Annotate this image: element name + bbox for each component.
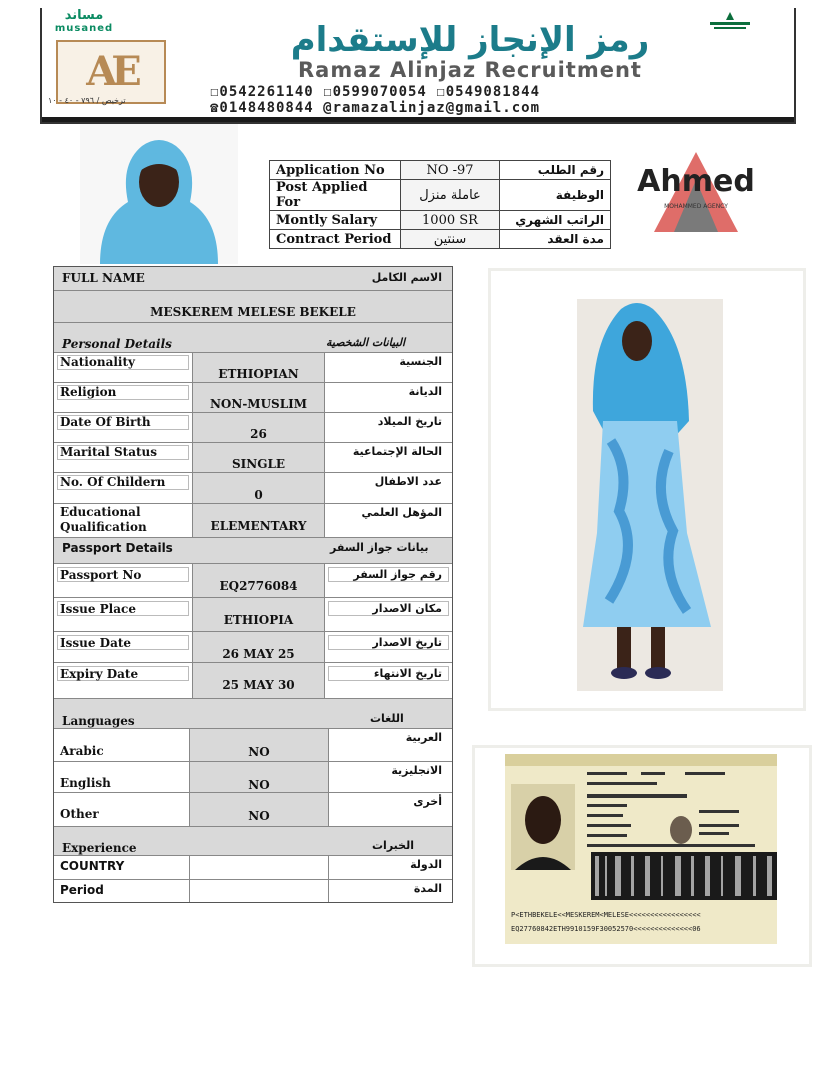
issue-place-row <box>54 598 452 632</box>
app-label: Montly Salary <box>270 211 401 230</box>
expiry-date-row <box>54 663 452 699</box>
app-value: عاملة منزل <box>401 180 500 211</box>
application-table <box>269 160 611 249</box>
language-row-english <box>54 762 452 793</box>
table-row <box>270 161 611 180</box>
passport-no-row <box>54 564 452 598</box>
passport-details-title: Passport Details <box>62 541 173 555</box>
table-row <box>270 211 611 230</box>
languages-header <box>54 699 452 729</box>
agency-name: Ahmed <box>637 164 755 199</box>
experience-row-period <box>54 880 452 902</box>
mrz-line-1: P<ETHBEKELE<<MESKEREM<MELESE<<<<<<<<<<<<<<<<< <box>511 911 701 919</box>
app-label: Application No <box>270 161 401 180</box>
field-label-ar: تاريخ الانتهاء <box>373 667 442 680</box>
passport-details-title-ar: بيانات جواز السفر <box>330 541 429 554</box>
field-value: 26 <box>250 427 267 441</box>
languages-title: Languages <box>62 714 135 728</box>
musaned-en: musaned <box>54 23 114 34</box>
full-name-label: FULL NAME <box>62 271 145 285</box>
field-value: NON-MUSLIM <box>209 397 308 411</box>
passport-scan <box>472 745 812 967</box>
field-label-ar: الدولة <box>410 858 442 871</box>
language-row-other <box>54 793 452 827</box>
field-label: English <box>60 776 111 790</box>
personal-details-title: Personal Details <box>62 337 172 351</box>
license-number: ترخيص / ٧٩٦ - ٤٠ - ١٠ <box>48 96 126 105</box>
field-value: ETHIOPIAN <box>218 367 299 381</box>
field-label: Religion <box>60 385 117 399</box>
field-value: NO <box>248 809 270 823</box>
field-value: SINGLE <box>231 457 286 471</box>
field-value: EQ2776084 <box>219 579 298 593</box>
field-value: ELEMENTARY <box>210 519 307 533</box>
applicant-full-photo <box>488 268 806 711</box>
field-label-ar: المؤهل العلمي <box>361 506 442 519</box>
passport-scan-image <box>475 748 809 964</box>
field-label-ar: تاريخ الميلاد <box>377 415 442 428</box>
religion-row <box>54 383 452 413</box>
app-label-ar: الراتب الشهري <box>500 211 611 230</box>
field-label-ar: الديانة <box>408 385 442 398</box>
field-label-ar: أخرى <box>413 795 442 808</box>
field-label-ar: الحالة الإجتماعية <box>352 445 442 458</box>
agency-subtitle: MOHAMMED AGENCY <box>664 203 728 210</box>
dob-row <box>54 413 452 443</box>
app-label-ar: مدة العقد <box>500 230 611 249</box>
children-row <box>54 473 452 504</box>
app-label-ar: رقم الطلب <box>500 161 611 180</box>
field-value: 25 MAY 30 <box>222 678 295 692</box>
full-name-label-ar: الاسم الكامل <box>371 271 442 284</box>
full-name-value: MESKEREM MELESE BEKELE <box>150 305 356 319</box>
field-label: Marital Status <box>60 445 158 459</box>
personal-details-title-ar: البيانات الشخصية <box>326 336 406 349</box>
field-label-line2: Qualification <box>60 520 147 534</box>
education-row <box>54 504 452 538</box>
field-value: NO <box>248 745 270 759</box>
app-label: Contract Period <box>270 230 401 249</box>
field-label: Date Of Birth <box>60 415 151 429</box>
field-label: Nationality <box>60 355 135 369</box>
field-label-ar: العربية <box>405 731 442 744</box>
field-label-ar: تاريخ الاصدار <box>372 636 442 649</box>
experience-header <box>54 827 452 856</box>
company-name-en: Ramaz Alinjaz Recruitment <box>298 58 642 82</box>
mrz-line-2: EQ27760842ETH9910159F30052570<<<<<<<<<<<<<<06 <box>511 925 701 933</box>
experience-title-ar: الخبرات <box>372 839 414 852</box>
app-value: سنتين <box>401 230 500 249</box>
phone-numbers: ☐0542261140 ☐0599070054 ☐0549081844 <box>210 84 541 100</box>
field-label: Issue Place <box>60 602 136 616</box>
field-label: COUNTRY <box>60 859 125 873</box>
languages-title-ar: اللغات <box>370 712 404 725</box>
app-value: 1000 SR <box>401 211 500 230</box>
table-row <box>270 180 611 211</box>
musaned-logo <box>44 8 124 34</box>
contact-email: ☎0148480844 @ramazalinjaz@gmail.com <box>210 100 541 116</box>
field-label: Expiry Date <box>60 667 139 681</box>
full-name-row <box>54 291 452 323</box>
application-form <box>53 266 453 903</box>
field-label: Period <box>60 883 104 897</box>
field-label-ar: المدة <box>413 882 442 895</box>
field-value: 0 <box>254 488 263 502</box>
field-value: NO <box>248 778 270 792</box>
company-logo-icon <box>56 40 166 104</box>
field-label: Arabic <box>60 744 104 758</box>
marital-status-row <box>54 443 452 473</box>
language-row-arabic <box>54 729 452 762</box>
field-label-ar: مكان الاصدار <box>372 602 442 615</box>
nationality-row <box>54 353 452 383</box>
experience-title: Experience <box>62 841 137 855</box>
field-label-ar: رقم جواز السفر <box>353 568 442 581</box>
field-label: Other <box>60 807 99 821</box>
musaned-ar: مساند <box>64 8 104 23</box>
field-value: 26 MAY 25 <box>222 647 295 661</box>
full-name-header <box>54 267 452 291</box>
field-value: ETHIOPIA <box>223 613 294 627</box>
app-label: Post Applied For <box>270 180 401 211</box>
field-label: Passport No <box>60 568 142 582</box>
logo-letters: AE <box>86 48 136 95</box>
issue-date-row <box>54 632 452 663</box>
field-label-line1: Educational <box>60 505 141 519</box>
field-label-ar: عدد الاطفال <box>374 475 442 488</box>
experience-row-country <box>54 856 452 880</box>
field-label-ar: الجنسية <box>399 355 442 368</box>
personal-details-header <box>54 323 452 353</box>
passport-details-header <box>54 538 452 564</box>
field-label: No. Of Childern <box>60 475 166 489</box>
table-row <box>270 230 611 249</box>
applicant-headshot <box>80 124 238 264</box>
app-label-ar: الوظيفة <box>500 180 611 211</box>
banner-divider <box>42 117 794 122</box>
app-value: NO -97 <box>401 161 500 180</box>
field-label: Issue Date <box>60 636 132 650</box>
company-name-ar: رمز الإنجاز للإستقدام <box>290 20 650 60</box>
field-label <box>60 505 147 535</box>
field-label-ar: الانجليزية <box>391 764 442 777</box>
